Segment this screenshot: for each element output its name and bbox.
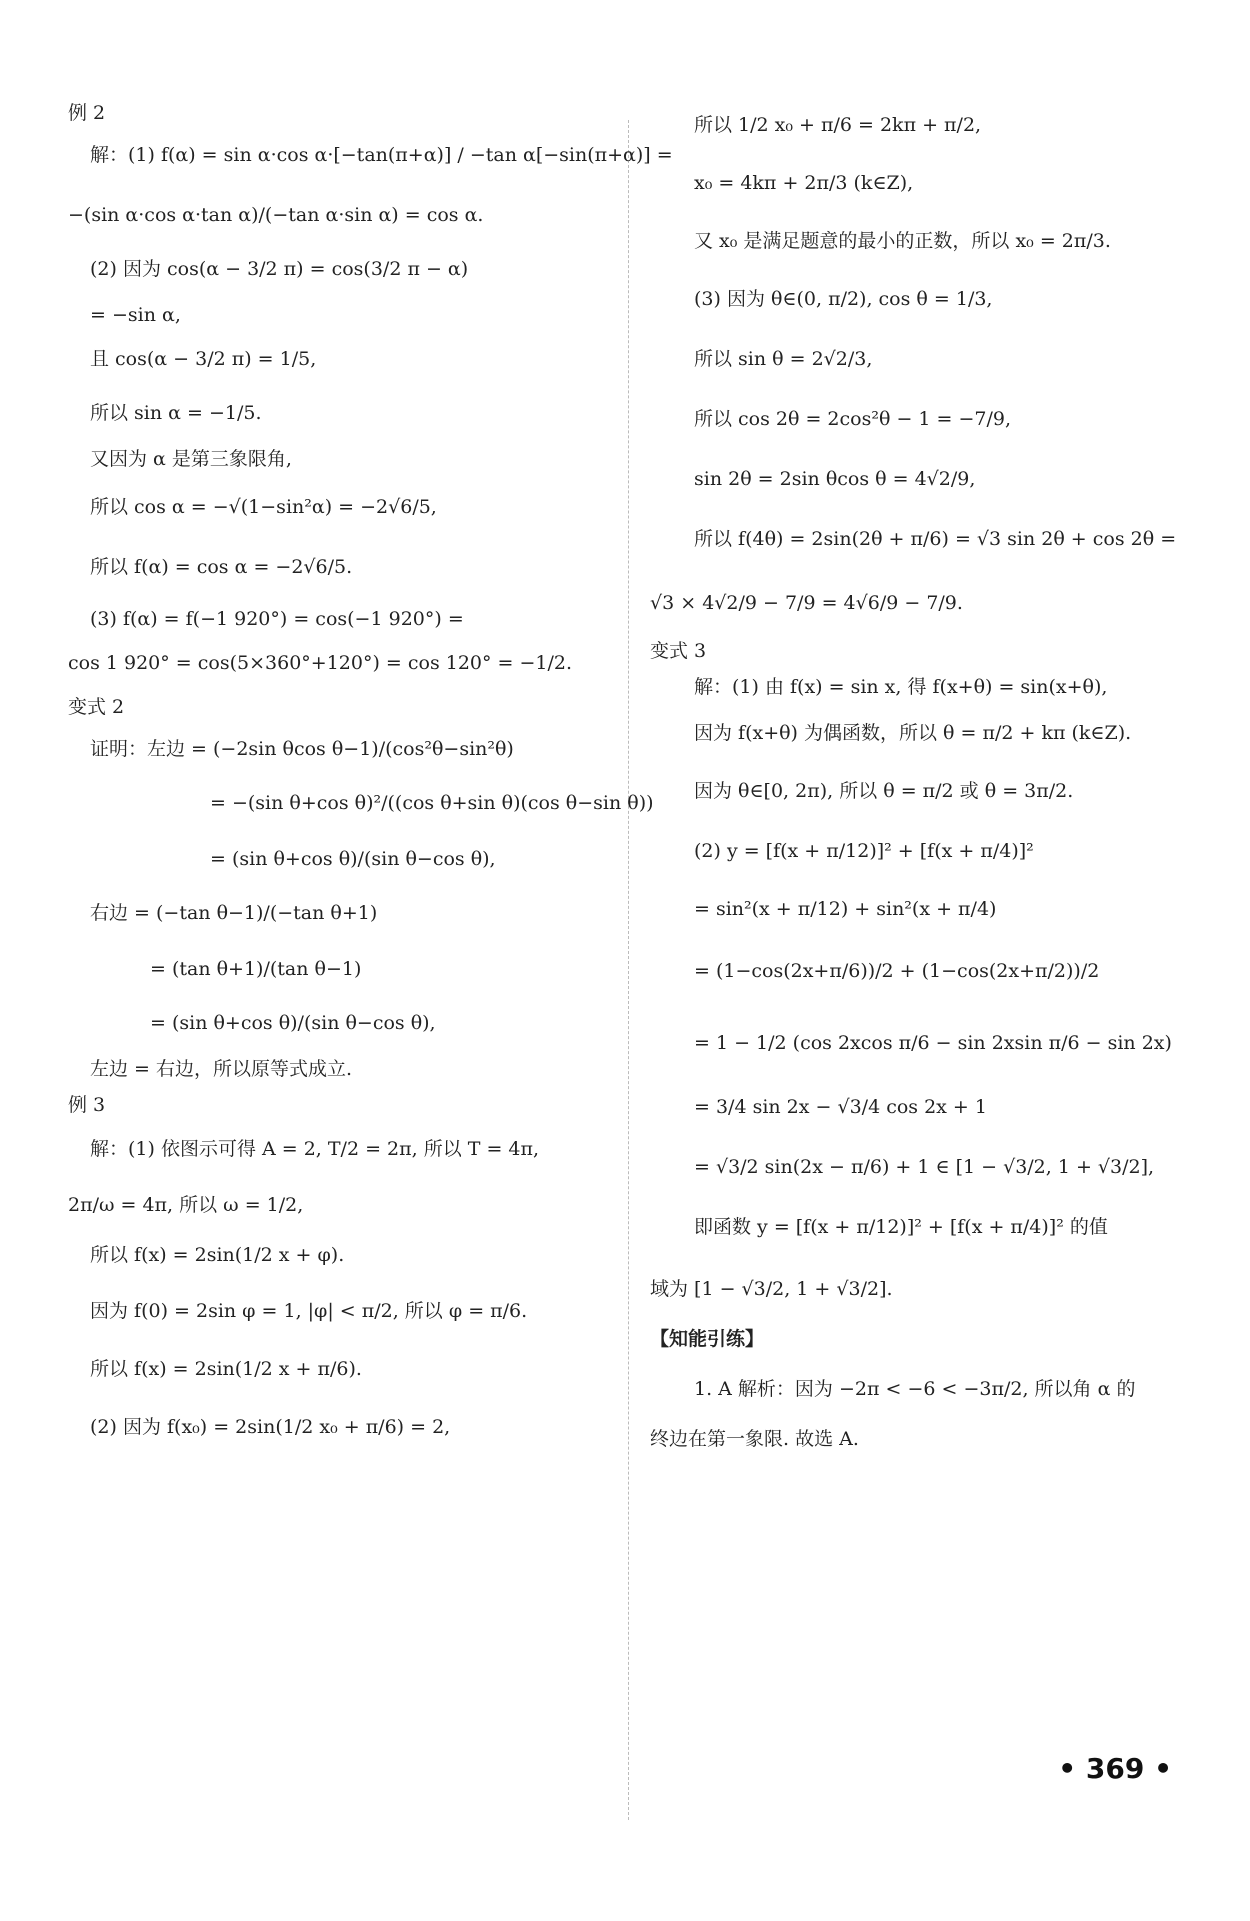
text-line: 解：(1) 依图示可得 A = 2, T/2 = 2π, 所以 T = 4π, xyxy=(90,1138,540,1160)
text-line: (2) 因为 f(x₀) = 2sin(1/2 x₀ + π/6) = 2, xyxy=(90,1416,451,1438)
text-line: sin 2θ = 2sin θcos θ = 4√2/9, xyxy=(694,468,976,490)
text-line: = (tan θ+1)/(tan θ−1) xyxy=(150,958,362,980)
text-line: 所以 cos 2θ = 2cos²θ − 1 = −7/9, xyxy=(694,408,1012,430)
page-number: • 369 • xyxy=(1058,1752,1172,1785)
text-line: = (sin θ+cos θ)/(sin θ−cos θ), xyxy=(150,1012,436,1034)
text-line: 所以 sin α = −1/5. xyxy=(90,402,262,424)
text-line: 即函数 y = [f(x + π/12)]² + [f(x + π/4)]² 的值 xyxy=(694,1216,1108,1238)
text-line: 所以 1/2 x₀ + π/6 = 2kπ + π/2, xyxy=(694,114,982,136)
text-line: 左边 = 右边，所以原等式成立. xyxy=(90,1058,353,1080)
text-line: 1. A 解析：因为 −2π < −6 < −3π/2, 所以角 α 的 xyxy=(694,1378,1136,1400)
text-line: 所以 f(4θ) = 2sin(2θ + π/6) = √3 sin 2θ + cos 2θ = xyxy=(694,528,1177,550)
text-line: = (1−cos(2x+π/6))/2 + (1−cos(2x+π/2))/2 xyxy=(694,960,1100,982)
text-line: 2π/ω = 4π, 所以 ω = 1/2, xyxy=(68,1194,304,1216)
text-line: 所以 sin θ = 2√2/3, xyxy=(694,348,873,370)
text-line: 因为 θ∈[0, 2π), 所以 θ = π/2 或 θ = 3π/2. xyxy=(694,780,1074,802)
text-line: (2) y = [f(x + π/12)]² + [f(x + π/4)]² xyxy=(694,840,1034,862)
text-line: 又因为 α 是第三象限角, xyxy=(90,448,292,470)
text-line: 域为 [1 − √3/2, 1 + √3/2]. xyxy=(650,1278,893,1300)
text-line: = −sin α, xyxy=(90,304,181,326)
text-line: 解：(1) 由 f(x) = sin x, 得 f(x+θ) = sin(x+θ), xyxy=(694,676,1108,698)
heading-variant-3: 变式 3 xyxy=(650,640,707,662)
heading-variant-2: 变式 2 xyxy=(68,696,125,718)
text-line: 所以 f(x) = 2sin(1/2 x + φ). xyxy=(90,1244,345,1266)
text-line: √3 × 4√2/9 − 7/9 = 4√6/9 − 7/9. xyxy=(650,592,963,614)
text-line: = 1 − 1/2 (cos 2xcos π/6 − sin 2xsin π/6 − sin 2x) xyxy=(694,1032,1172,1054)
text-line: = sin²(x + π/12) + sin²(x + π/4) xyxy=(694,898,997,920)
text-line: x₀ = 4kπ + 2π/3 (k∈Z), xyxy=(694,172,914,194)
section-tag-zhineng: 【知能引练】 xyxy=(650,1328,765,1350)
text-line: −(sin α·cos α·tan α)/(−tan α·sin α) = cos α. xyxy=(68,204,484,226)
text-line: 右边 = (−tan θ−1)/(−tan θ+1) xyxy=(90,902,378,924)
text-line: (2) 因为 cos(α − 3/2 π) = cos(3/2 π − α) xyxy=(90,258,469,280)
text-line: (3) f(α) = f(−1 920°) = cos(−1 920°) = xyxy=(90,608,464,630)
heading-example-2: 例 2 xyxy=(68,102,106,124)
heading-example-3: 例 3 xyxy=(68,1094,106,1116)
text-line: cos 1 920° = cos(5×360°+120°) = cos 120° = −1/2. xyxy=(68,652,573,674)
text-line: = 3/4 sin 2x − √3/4 cos 2x + 1 xyxy=(694,1096,987,1118)
column-divider xyxy=(628,120,629,1820)
text-line: 终边在第一象限. 故选 A. xyxy=(650,1428,859,1450)
text-line: = −(sin θ+cos θ)²/((cos θ+sin θ)(cos θ−sin θ)) xyxy=(210,792,654,814)
text-line: 证明：左边 = (−2sin θcos θ−1)/(cos²θ−sin²θ) xyxy=(90,738,514,760)
text-line: 所以 f(x) = 2sin(1/2 x + π/6). xyxy=(90,1358,362,1380)
text-line: 因为 f(x+θ) 为偶函数，所以 θ = π/2 + kπ (k∈Z). xyxy=(694,722,1132,744)
text-line: (3) 因为 θ∈(0, π/2), cos θ = 1/3, xyxy=(694,288,993,310)
text-line: = √3/2 sin(2x − π/6) + 1 ∈ [1 − √3/2, 1 + √3/2], xyxy=(694,1156,1155,1178)
text-line: 所以 cos α = −√(1−sin²α) = −2√6/5, xyxy=(90,496,437,518)
text-line: 因为 f(0) = 2sin φ = 1, |φ| < π/2, 所以 φ = π/6. xyxy=(90,1300,528,1322)
text-line: 所以 f(α) = cos α = −2√6/5. xyxy=(90,556,353,578)
text-line: 又 x₀ 是满足题意的最小的正数，所以 x₀ = 2π/3. xyxy=(694,230,1111,252)
text-line: 且 cos(α − 3/2 π) = 1/5, xyxy=(90,348,317,370)
text-line: 解：(1) f(α) = sin α·cos α·[−tan(π+α)] / −tan α[−sin(π+α)] = xyxy=(90,144,673,166)
text-line: = (sin θ+cos θ)/(sin θ−cos θ), xyxy=(210,848,496,870)
